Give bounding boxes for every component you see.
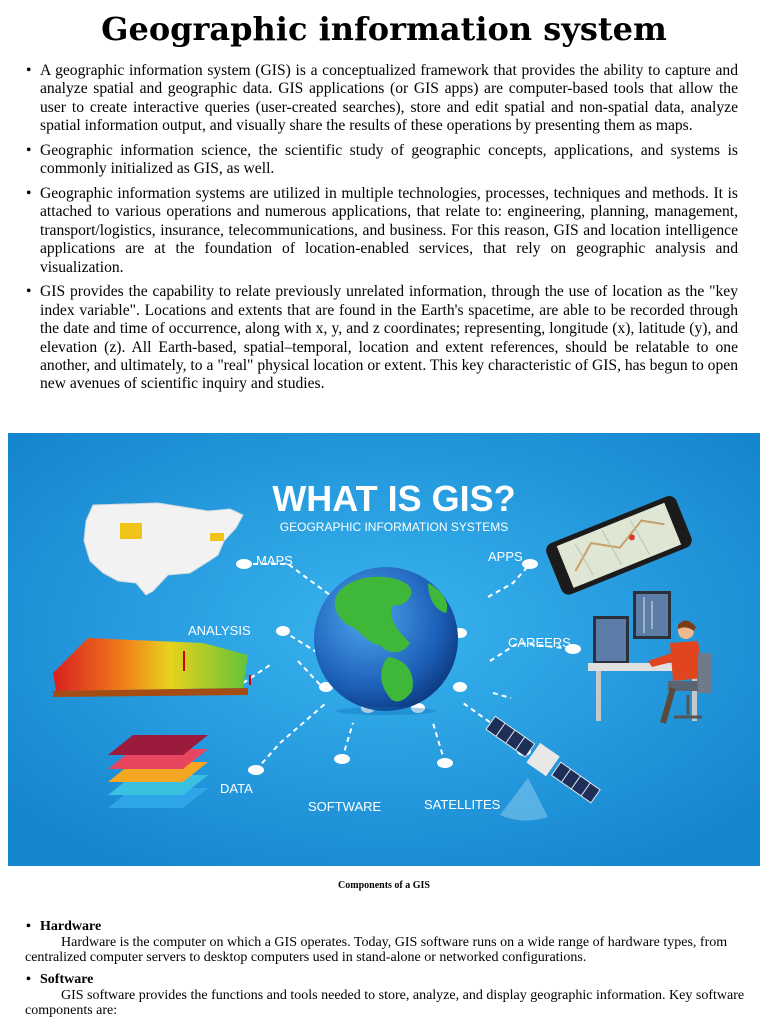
section-heading-text: Hardware — [40, 919, 102, 934]
gis-infographic-svg — [8, 433, 760, 866]
section-heading — [26, 972, 746, 988]
bullet-dot: • — [26, 283, 32, 301]
page-title: Geographic information system — [101, 10, 667, 48]
bullet-dot: • — [26, 919, 31, 934]
bullet-item — [26, 142, 738, 179]
bullet-text: A geographic information system (GIS) is a conceptualized framework that provides the ability to capture and analyze spatial and geographic data. GIS applications (or GIS apps) are computer-based tools that allow the user to create interactive queries (user-created searches), store and edit spatial and non-spatial data, analyze spatial information output, and visually share the results of these operations by presenting them as maps. — [40, 62, 738, 135]
bullet-item — [26, 185, 738, 277]
infographic-headline: WHAT IS GIS? — [272, 478, 516, 519]
bullet-item — [26, 283, 738, 393]
bullet-dot: • — [26, 141, 32, 159]
bullet-text: GIS provides the capability to relate previously unrelated information, through the use of location as the "key index variable". Locations and extents that are found in the Earth's spacetime, are able to be recorded through the date and time of occurrence, along with x, y, and z coordinates; representing, longitude (x), latitude (y), and elevation (z). All Earth-based, spatial–temporal, location and extent references, should be relatable to one another, and ultimately, to a "real" physical location or extent. This key characteristic of GIS, has begun to open new avenues of scientific inquiry and studies. — [40, 283, 738, 393]
section-body: GIS software provides the functions and tools needed to store, analyze, and display geographic information. Key software components are: — [25, 987, 745, 1018]
gis-infographic — [8, 433, 760, 866]
bullet-text: Geographic information systems are utilized in multiple technologies, processes, techniques and methods. It is attached to various operations and numerous applications, that relate to: engineering, planning, management, transport/logistics, insurance, telecommunications, and business. For this reason, GIS and location intelligence applications are at the foundation of location-enabled services, that rely on geographic analysis and visualization. — [40, 185, 738, 276]
bullet-item — [26, 62, 738, 136]
intro-bullet-list — [26, 62, 738, 400]
section-heading-text: Software — [40, 972, 94, 987]
infographic-subheadline: GEOGRAPHIC INFORMATION SYSTEMS — [279, 520, 509, 534]
bullet-dot: • — [26, 185, 32, 203]
bullet-dot: • — [26, 972, 31, 987]
label-apps: APPS — [488, 549, 523, 564]
label-maps: MAPS — [256, 553, 293, 568]
section-body: Hardware is the computer on which a GIS operates. Today, GIS software runs on a wide range of hardware types, from centralized computer servers to desktop computers used in stand-alone or networked configurations. — [25, 934, 728, 965]
section-hardware — [26, 919, 746, 966]
label-careers: CAREERS — [508, 635, 571, 650]
label-software: SOFTWARE — [308, 799, 382, 814]
label-data: DATA — [220, 781, 253, 796]
label-analysis: ANALYSIS — [188, 623, 251, 638]
data-layers-icon — [108, 735, 208, 808]
section-software — [26, 972, 746, 1019]
section-heading — [26, 919, 746, 935]
bullet-dot: • — [26, 62, 32, 79]
bullet-text: Geographic information science, the scientific study of geographic concepts, applications, and systems is commonly initialized as GIS, as well. — [40, 141, 738, 178]
label-satellites: SATELLITES — [424, 797, 501, 812]
figure-caption: Components of a GIS — [338, 880, 430, 891]
